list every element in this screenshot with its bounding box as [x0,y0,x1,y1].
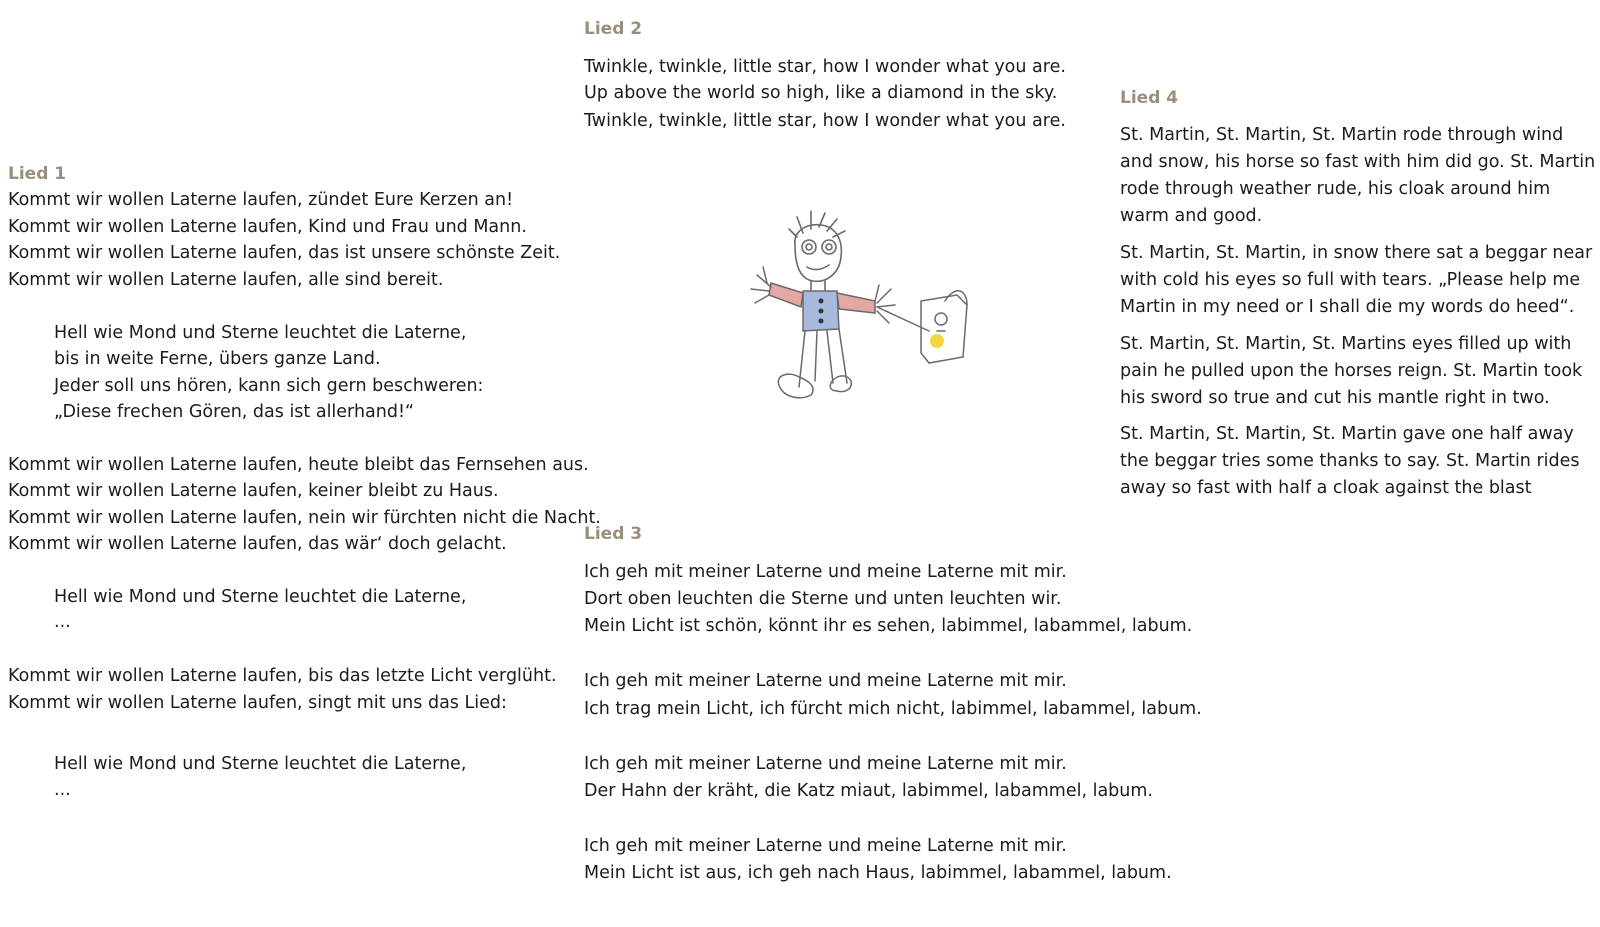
lied-1-line: Kommt wir wollen Laterne laufen, bis das letzte Licht verglüht. [8,666,557,686]
lied-4-verse: St. Martin, St. Martin, St. Martin gave one half away the beggar tries some thanks to say. St. Martin rides away so fast with half a cloak against the blast [1120,424,1580,498]
lied-3-line: Ich geh mit meiner Laterne und meine Laterne mit mir. [584,836,1067,856]
lied-3-line: Ich geh mit meiner Laterne und meine Laterne mit mir. [584,562,1067,582]
lied-4-verse: St. Martin, St. Martin, in snow there sat a beggar near with cold his eyes so full with tears. „Please help me Martin in my need or I shall die my words do heed“. [1120,243,1593,317]
lied-1-refrain-line: Hell wie Mond und Sterne leuchtet die Laterne, [54,323,467,343]
lied-4-verse: St. Martin, St. Martin, St. Martins eyes filled up with pain he pulled upon the horses reign. St. Martin took his sword so true and cut his mantle right in two. [1120,334,1583,408]
lied-3-title: Lied 3 [584,524,643,544]
lied-3-line: Der Hahn der kräht, die Katz miaut, labimmel, labammel, labum. [584,781,1153,801]
lied-1-line: Kommt wir wollen Laterne laufen, zündet Eure Kerzen an! [8,190,514,210]
lied-1-refrain-line: Hell wie Mond und Sterne leuchtet die Laterne, [54,754,467,774]
lied-1-line: Kommt wir wollen Laterne laufen, das ist unsere schönste Zeit. [8,243,561,263]
lied-1-refrain-line: Hell wie Mond und Sterne leuchtet die Laterne, [54,587,467,607]
lied-3-line: Mein Licht ist aus, ich geh nach Haus, labimmel, labammel, labum. [584,863,1172,883]
lied-1-ellipsis: ... [54,612,71,632]
lied-1-line: Kommt wir wollen Laterne laufen, das wär‘ doch gelacht. [8,534,507,554]
lied-1-line: Kommt wir wollen Laterne laufen, nein wir fürchten nicht die Nacht. [8,508,601,528]
lied-2-line: Up above the world so high, like a diamond in the sky. [584,83,1058,103]
lied-1-ellipsis: ... [54,780,71,800]
lied-3-line: Dort oben leuchten die Sterne und unten leuchten wir. [584,589,1062,609]
lied-1-title: Lied 1 [8,164,67,184]
lied-3-line: Ich trag mein Licht, ich fürcht mich nicht, labimmel, labammel, labum. [584,699,1202,719]
child-drawing-lantern-boy [745,205,995,423]
lied-1-line: Kommt wir wollen Laterne laufen, heute bleibt das Fernsehen aus. [8,455,589,475]
lied-1-refrain-line: bis in weite Ferne, übers ganze Land. [54,349,381,369]
lied-1-line: Kommt wir wollen Laterne laufen, alle sind bereit. [8,270,444,290]
lied-4-verse: St. Martin, St. Martin, St. Martin rode through wind and snow, his horse so fast with him did go. St. Martin rode through weather rude, his cloak around him warm and good. [1120,125,1596,226]
lied-1-refrain-line: Jeder soll uns hören, kann sich gern beschweren: [54,376,484,396]
lied-3-line: Mein Licht ist schön, könnt ihr es sehen, labimmel, labammel, labum. [584,616,1193,636]
lied-2-line: Twinkle, twinkle, little star, how I wonder what you are. [584,57,1066,77]
lied-1-line: Kommt wir wollen Laterne laufen, Kind und Frau und Mann. [8,217,527,237]
lied-2-title: Lied 2 [584,19,643,39]
lied-2-line: Twinkle, twinkle, little star, how I wonder what you are. [584,111,1066,131]
lied-1-line: Kommt wir wollen Laterne laufen, keiner bleibt zu Haus. [8,481,499,501]
lied-3-line: Ich geh mit meiner Laterne und meine Laterne mit mir. [584,671,1067,691]
lied-1-line: Kommt wir wollen Laterne laufen, singt mit uns das Lied: [8,693,507,713]
lied-3-line: Ich geh mit meiner Laterne und meine Laterne mit mir. [584,754,1067,774]
lied-4-title: Lied 4 [1120,88,1179,108]
lied-1-refrain-line: „Diese frechen Gören, das ist allerhand!“ [54,402,415,422]
